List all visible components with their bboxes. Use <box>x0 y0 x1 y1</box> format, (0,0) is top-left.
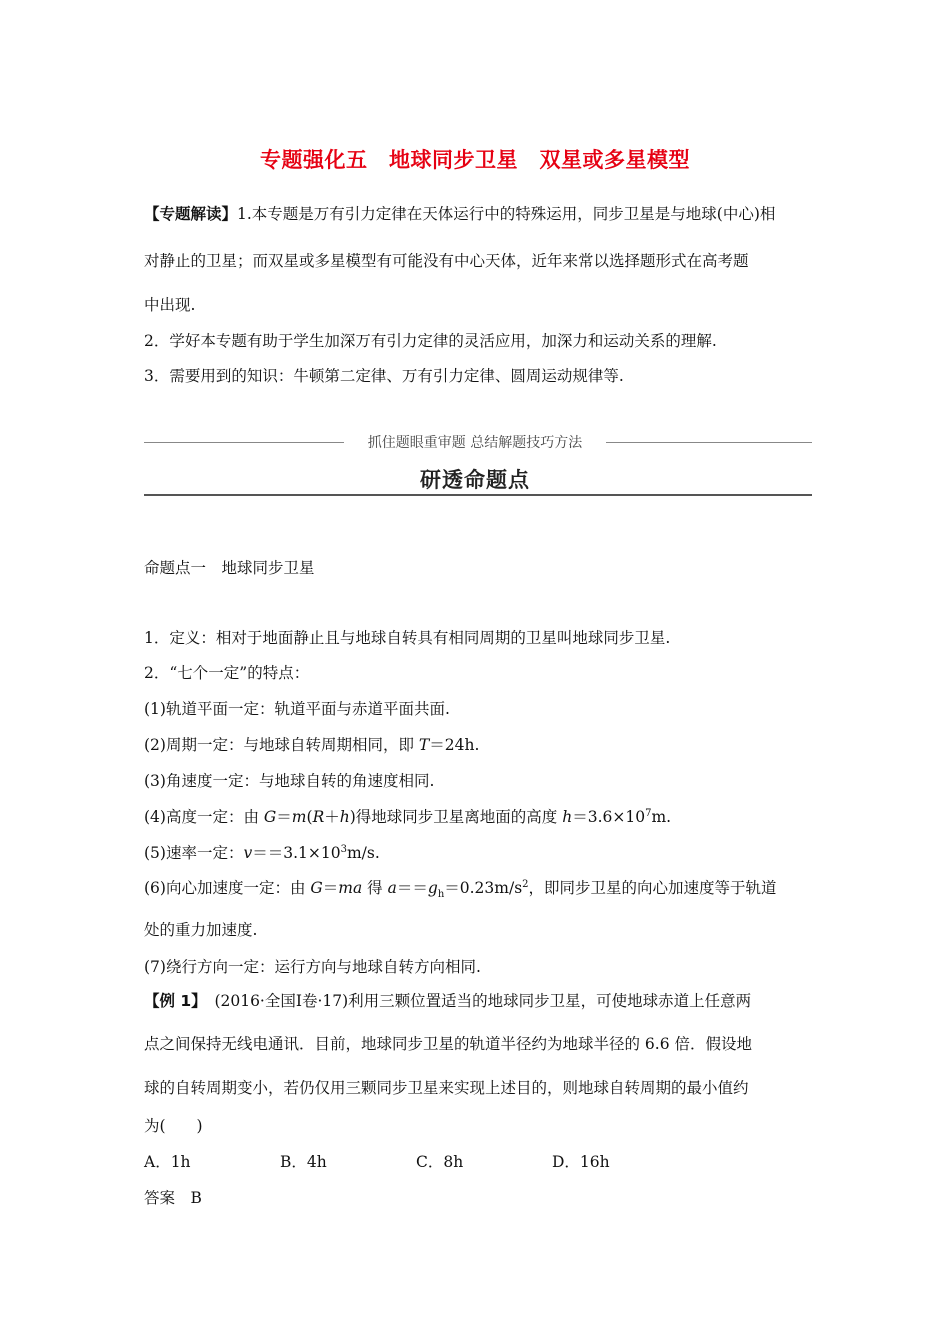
example-line-3: 球的自转周期变小，若仍仅用三颗同步卫星来实现上述目的，则地球自转周期的最小值约 <box>144 1079 749 1097</box>
feature-7: (7)绕行方向一定：运行方向与地球自转方向相同. <box>144 958 481 976</box>
answer-options <box>144 1152 688 1172</box>
banner-underline <box>144 494 812 496</box>
example-line-4: 为( ) <box>144 1117 203 1135</box>
intro-line-5: 3．需要用到的知识：牛顿第二定律、万有引力定律、圆周运动规律等. <box>144 367 624 385</box>
feature-6: (6)向心加速度一定：由 G＝ma 得 $a==g_h=0.23m/s^2$，即同步卫星的向心加速度等于轨道 <box>144 878 777 901</box>
intro-line-4: 2．学好本专题有助于学生加深万有引力定律的灵活应用，加深力和运动关系的理解. <box>144 332 717 350</box>
feature-3: (3)角速度一定：与地球自转的角速度相同. <box>144 772 435 790</box>
section-heading: 命题点一 地球同步卫星 <box>144 559 315 577</box>
example-line-2: 点之间保持无线电通讯．目前，地球同步卫星的轨道半径约为地球半径的 6.6 倍．假设地 <box>144 1035 753 1053</box>
option-a: A．1h <box>144 1153 191 1171</box>
example-line-1: 【例 1】 (2016·全国Ⅰ卷·17)利用三颗位置适当的地球同步卫星，可使地球赤道上任意两 <box>144 992 752 1010</box>
feature-2: (2)周期一定：与地球自转周期相同，即 T＝24h. <box>144 736 480 754</box>
page-title: 专题强化五 地球同步卫星 双星或多星模型 <box>260 148 690 172</box>
feature-1: (1)轨道平面一定：轨道平面与赤道平面共面. <box>144 700 450 718</box>
seven-features-heading: 2．“七个一定”的特点： <box>144 664 310 682</box>
feature-6-line-2: 处的重力加速度. <box>144 921 258 939</box>
definition: 1．定义：相对于地面静止且与地球自转具有相同周期的卫星叫地球同步卫星. <box>144 629 671 647</box>
intro-line-2: 对静止的卫星；而双星或多星模型有可能没有中心天体，近年来常以选择题形式在高考题 <box>144 252 749 270</box>
intro-line-1: 【专题解读】1.本专题是万有引力定律在天体运行中的特殊运用，同步卫星是与地球(中心)相 <box>144 205 776 223</box>
option-c: C．8h <box>416 1153 464 1171</box>
intro-tag: 【专题解读】 <box>144 205 238 223</box>
banner-subtitle: 抓住题眼重审题 总结解题技巧方法 <box>367 435 583 451</box>
example-tag: 【例 1】 <box>144 992 199 1010</box>
option-b: B．4h <box>280 1153 327 1171</box>
feature-5: (5)速率一定：$v==3.1\times 10^3m/s$. <box>144 843 380 862</box>
feature-4: (4)高度一定：由 G＝m(R＋h)得地球同步卫星离地面的高度 $h=3.6\times 10^7m$. <box>144 807 672 826</box>
intro-line-3: 中出现. <box>144 296 196 314</box>
option-d: D．16h <box>552 1153 610 1171</box>
answer: 答案 B <box>144 1189 202 1207</box>
banner-heading: 研透命题点 <box>420 468 530 492</box>
